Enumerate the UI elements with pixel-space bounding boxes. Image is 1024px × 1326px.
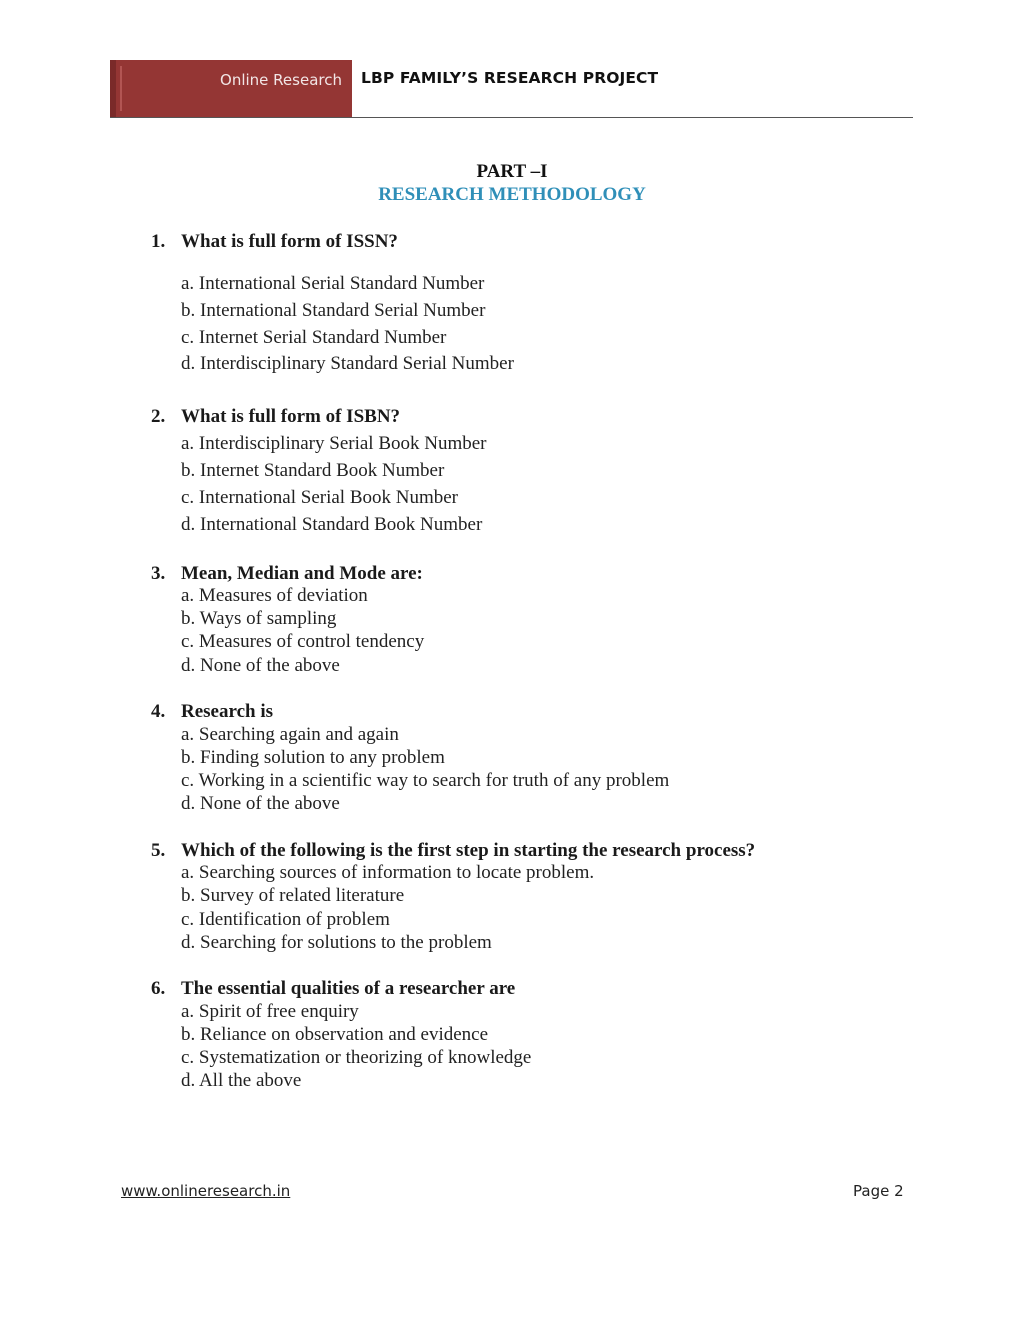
option-c: c. Internet Serial Standard Number [181, 327, 447, 348]
option-b: b. Survey of related literature [181, 885, 405, 906]
header-brand-box [110, 60, 352, 117]
option-a: a. Spirit of free enquiry [181, 1001, 359, 1022]
question-number: 6. [151, 978, 166, 999]
option-c: c. Identification of problem [181, 909, 390, 930]
option-d: d. None of the above [181, 793, 340, 814]
question-text: Which of the following is the first step in starting the research process? [181, 840, 756, 861]
option-d: d. All the above [181, 1070, 302, 1091]
option-a: a. International Serial Standard Number [181, 273, 485, 294]
option-b: b. Ways of sampling [181, 608, 337, 629]
question-number: 5. [151, 840, 166, 861]
option-a: a. Searching sources of information to locate problem. [181, 862, 595, 883]
question-text: What is full form of ISBN? [181, 406, 401, 427]
option-d: d. Interdisciplinary Standard Serial Number [181, 353, 514, 374]
question-text: Mean, Median and Mode are: [181, 563, 423, 584]
question-number: 2. [151, 406, 166, 427]
question-number: 4. [151, 701, 166, 722]
footer-website-link[interactable]: www.onlineresearch.in [121, 1182, 291, 1200]
option-a: a. Measures of deviation [181, 585, 368, 606]
option-c: c. Working in a scientific way to search for truth of any problem [181, 770, 670, 791]
option-d: d. Searching for solutions to the problem [181, 932, 492, 953]
question-text: The essential qualities of a researcher are [181, 978, 516, 999]
option-a: a. Searching again and again [181, 724, 399, 745]
option-c: c. Systematization or theorizing of knowledge [181, 1047, 532, 1068]
footer-page-number: Page 2 [853, 1182, 904, 1200]
question-text: What is full form of ISSN? [181, 231, 398, 252]
header-brand-label: Online Research [220, 71, 342, 89]
option-b: b. Internet Standard Book Number [181, 460, 445, 481]
option-b: b. International Standard Serial Number [181, 300, 486, 321]
question-number: 1. [151, 231, 166, 252]
header-title: LBP FAMILY’S RESEARCH PROJECT [361, 69, 659, 87]
option-c: c. International Serial Book Number [181, 487, 459, 508]
option-d: d. International Standard Book Number [181, 514, 483, 535]
section-title: RESEARCH METHODOLOGY [378, 184, 646, 205]
option-b: b. Finding solution to any problem [181, 747, 445, 768]
option-c: c. Measures of control tendency [181, 631, 425, 652]
question-number: 3. [151, 563, 166, 584]
header-divider [110, 117, 913, 118]
option-b: b. Reliance on observation and evidence [181, 1024, 489, 1045]
option-d: d. None of the above [181, 655, 340, 676]
option-a: a. Interdisciplinary Serial Book Number [181, 433, 487, 454]
question-text: Research is [181, 701, 273, 722]
part-title: PART –I [476, 161, 548, 182]
